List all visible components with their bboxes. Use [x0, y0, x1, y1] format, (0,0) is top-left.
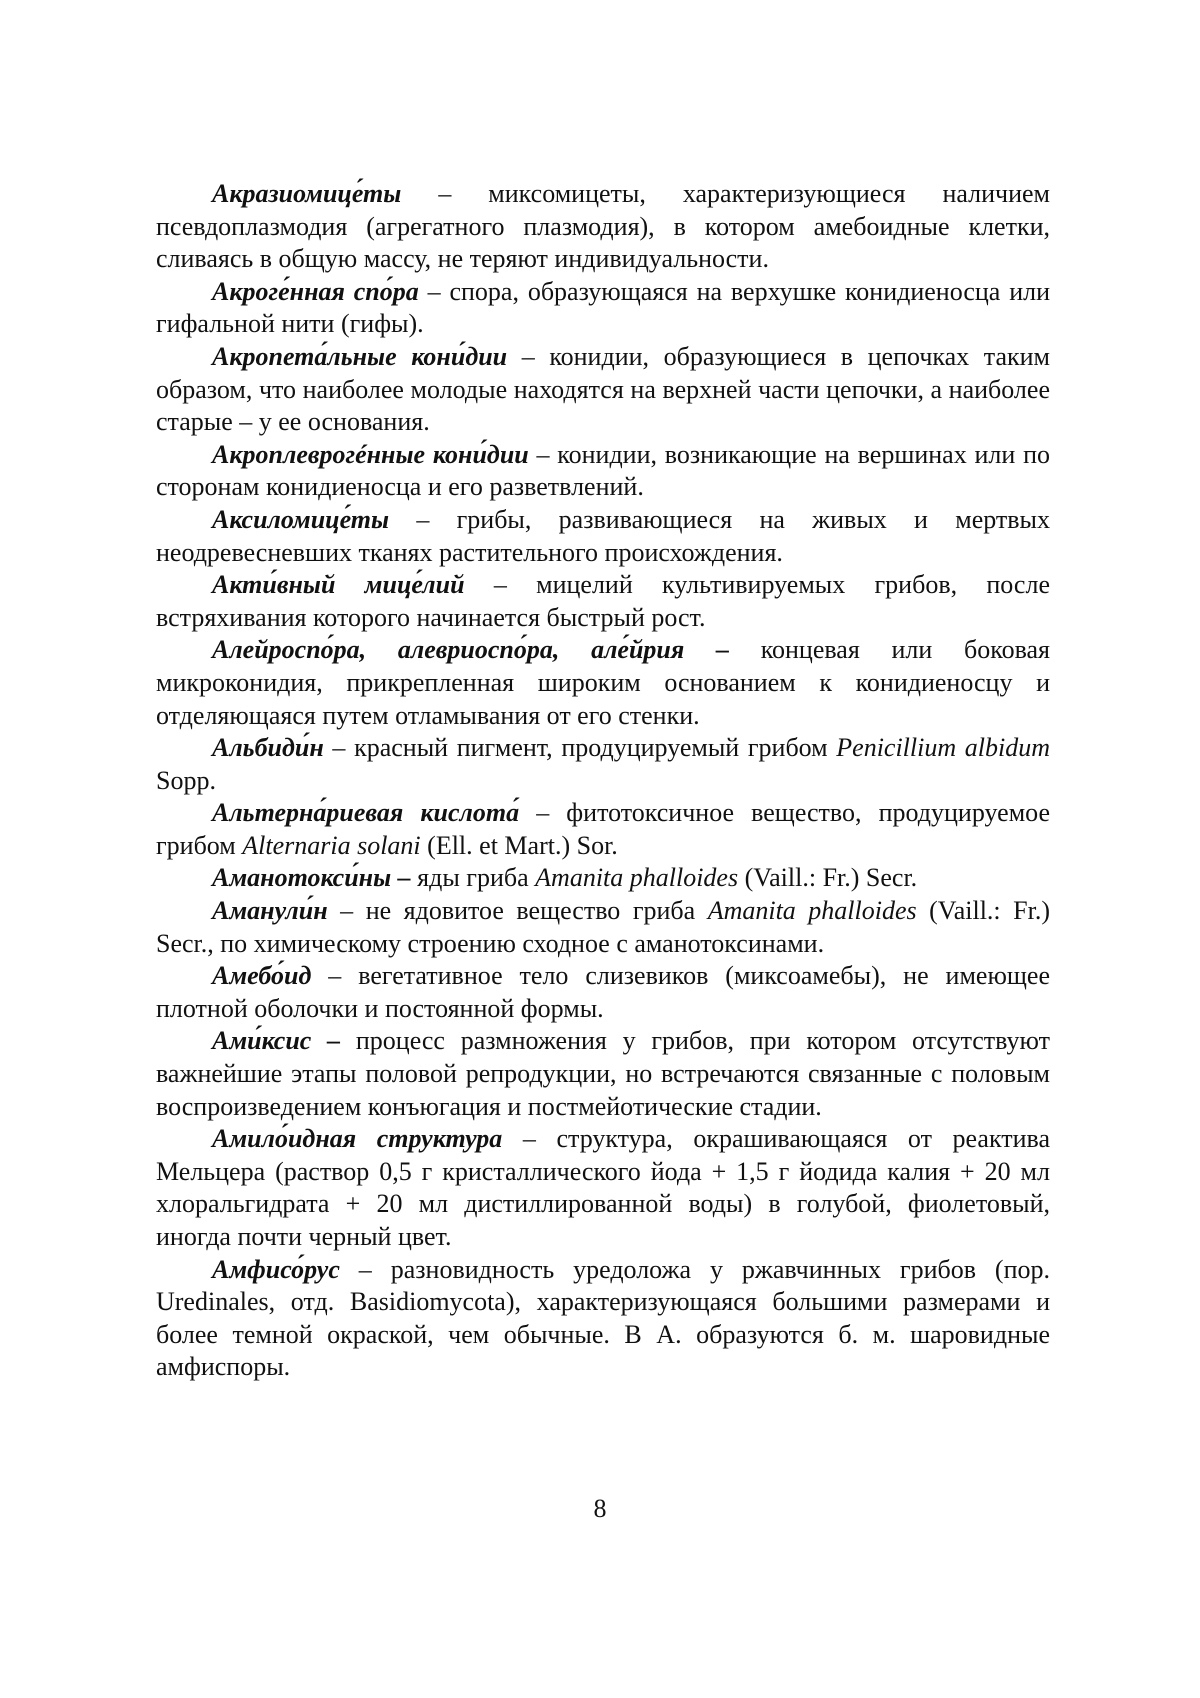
entry-definition: – грибы, развивающиеся на живых и мертвых неодревесневших тканях растительного происхождения.	[156, 505, 1050, 567]
glossary-entry	[156, 862, 1050, 895]
page-number: 8	[0, 1494, 1200, 1524]
entry-term: Альтерна́риевая кислота́	[212, 798, 519, 827]
entry-term: Амфисо́рус	[212, 1255, 340, 1284]
latin-species-name: Amanita phalloides	[535, 863, 738, 892]
glossary-entry	[156, 276, 1050, 341]
glossary-entry	[156, 1025, 1050, 1123]
latin-species-name: Alternaria solani	[242, 831, 420, 860]
entry-definition: – разновидность уредоложа у ржавчинных грибов (пор. Uredinales, отд. Basidiomycota), характеризующаяся большими размерами и более темной окраской, чем обычные. В А. образуются б. м. шаровидные амфиспоры.	[156, 1255, 1050, 1382]
glossary-entry	[156, 895, 1050, 960]
glossary-entry	[156, 1123, 1050, 1253]
entry-term: Акразиомице́ты	[212, 179, 401, 208]
latin-species-name: Amanita phalloides	[708, 896, 917, 925]
entry-term: Акроплеврогéнные кони́дии	[212, 440, 529, 469]
glossary-entry	[156, 1254, 1050, 1384]
entry-term: Акроге́нная спо́ра	[212, 277, 419, 306]
glossary-entry	[156, 504, 1050, 569]
entry-term: Акропета́льные кони́дии	[212, 342, 507, 371]
entry-definition: – фитотоксичное вещество, продуцируемое грибом	[156, 798, 1050, 860]
glossary-entry	[156, 569, 1050, 634]
entry-definition-tail: (Vaill.: Fr.) Secr., по химическому строению сходное с аманотоксинами.	[156, 896, 1050, 958]
entry-term: Аксиломице́ты	[212, 505, 389, 534]
entry-term: Аманули́н	[212, 896, 328, 925]
entry-term: Ами́ксис –	[212, 1026, 340, 1055]
entry-definition-tail: Sopp.	[156, 766, 216, 795]
glossary-entry	[156, 634, 1050, 732]
entry-definition: концевая или боковая микроконидия, прикрепленная широким основанием к конидиеносцу и отделяющаяся путем отламывания от его стенки.	[156, 635, 1050, 729]
entry-term: Алейроспо́ра, алевриоспо́ра, але́йрия –	[212, 635, 729, 664]
glossary-entry	[156, 178, 1050, 276]
entry-definition: – вегетативное тело слизевиков (миксоамебы), не имеющее плотной оболочки и постоянной формы.	[156, 961, 1050, 1023]
entry-definition: – не ядовитое вещество гриба	[328, 896, 708, 925]
entry-definition: – миксомицеты, характеризующиеся наличием псевдоплазмодия (агрегатного плазмодия), в котором амебоидные клетки, сливаясь в общую массу, не теряют индивидуальности.	[156, 179, 1050, 273]
entry-definition: – мицелий культивируемых грибов, после встряхивания которого начинается быстрый рост.	[156, 570, 1050, 632]
entry-definition: – структура, окрашивающаяся от реактива Мельцера (раствор 0,5 г кристаллического йода + 1,5 г йодида калия + 20 мл хлоральгидрата + 20 мл дистиллированной воды) в голубой, фиолетовый, иногда почти черный цвет.	[156, 1124, 1050, 1251]
entry-term: Амебо́ид	[212, 961, 311, 990]
glossary-entry	[156, 797, 1050, 862]
entry-term: Акти́вный мице́лий	[212, 570, 465, 599]
glossary-body	[156, 178, 1050, 1384]
entry-term: Альбиди́н	[212, 733, 324, 762]
entry-definition: процесс размножения у грибов, при котором отсутствуют важнейшие этапы половой репродукции, но встречаются связанные с половым воспроизведением конъюгация и постмейотические стадии.	[156, 1026, 1050, 1120]
entry-term: Амило́идная структура	[212, 1124, 502, 1153]
latin-species-name: Penicillium albidum	[836, 733, 1050, 762]
entry-definition: – конидии, образующиеся в цепочках таким образом, что наиболее молодые находятся на верхней части цепочки, а наиболее старые – у ее основания.	[156, 342, 1050, 436]
glossary-entry	[156, 960, 1050, 1025]
glossary-entry	[156, 732, 1050, 797]
entry-definition: яды гриба	[411, 863, 536, 892]
entry-definition: – конидии, возникающие на вершинах или по сторонам конидиеносца и его разветвлений.	[156, 440, 1050, 502]
glossary-entry	[156, 439, 1050, 504]
entry-definition: – спора, образующаяся на верхушке конидиеносца или гифальной нити (гифы).	[156, 277, 1050, 339]
glossary-entry	[156, 341, 1050, 439]
entry-definition-tail: (Vaill.: Fr.) Secr.	[738, 863, 917, 892]
entry-term: Аманотокси́ны –	[212, 863, 411, 892]
entry-definition: – красный пигмент, продуцируемый грибом	[324, 733, 836, 762]
entry-definition-tail: (Ell. et Mart.) Sor.	[421, 831, 618, 860]
